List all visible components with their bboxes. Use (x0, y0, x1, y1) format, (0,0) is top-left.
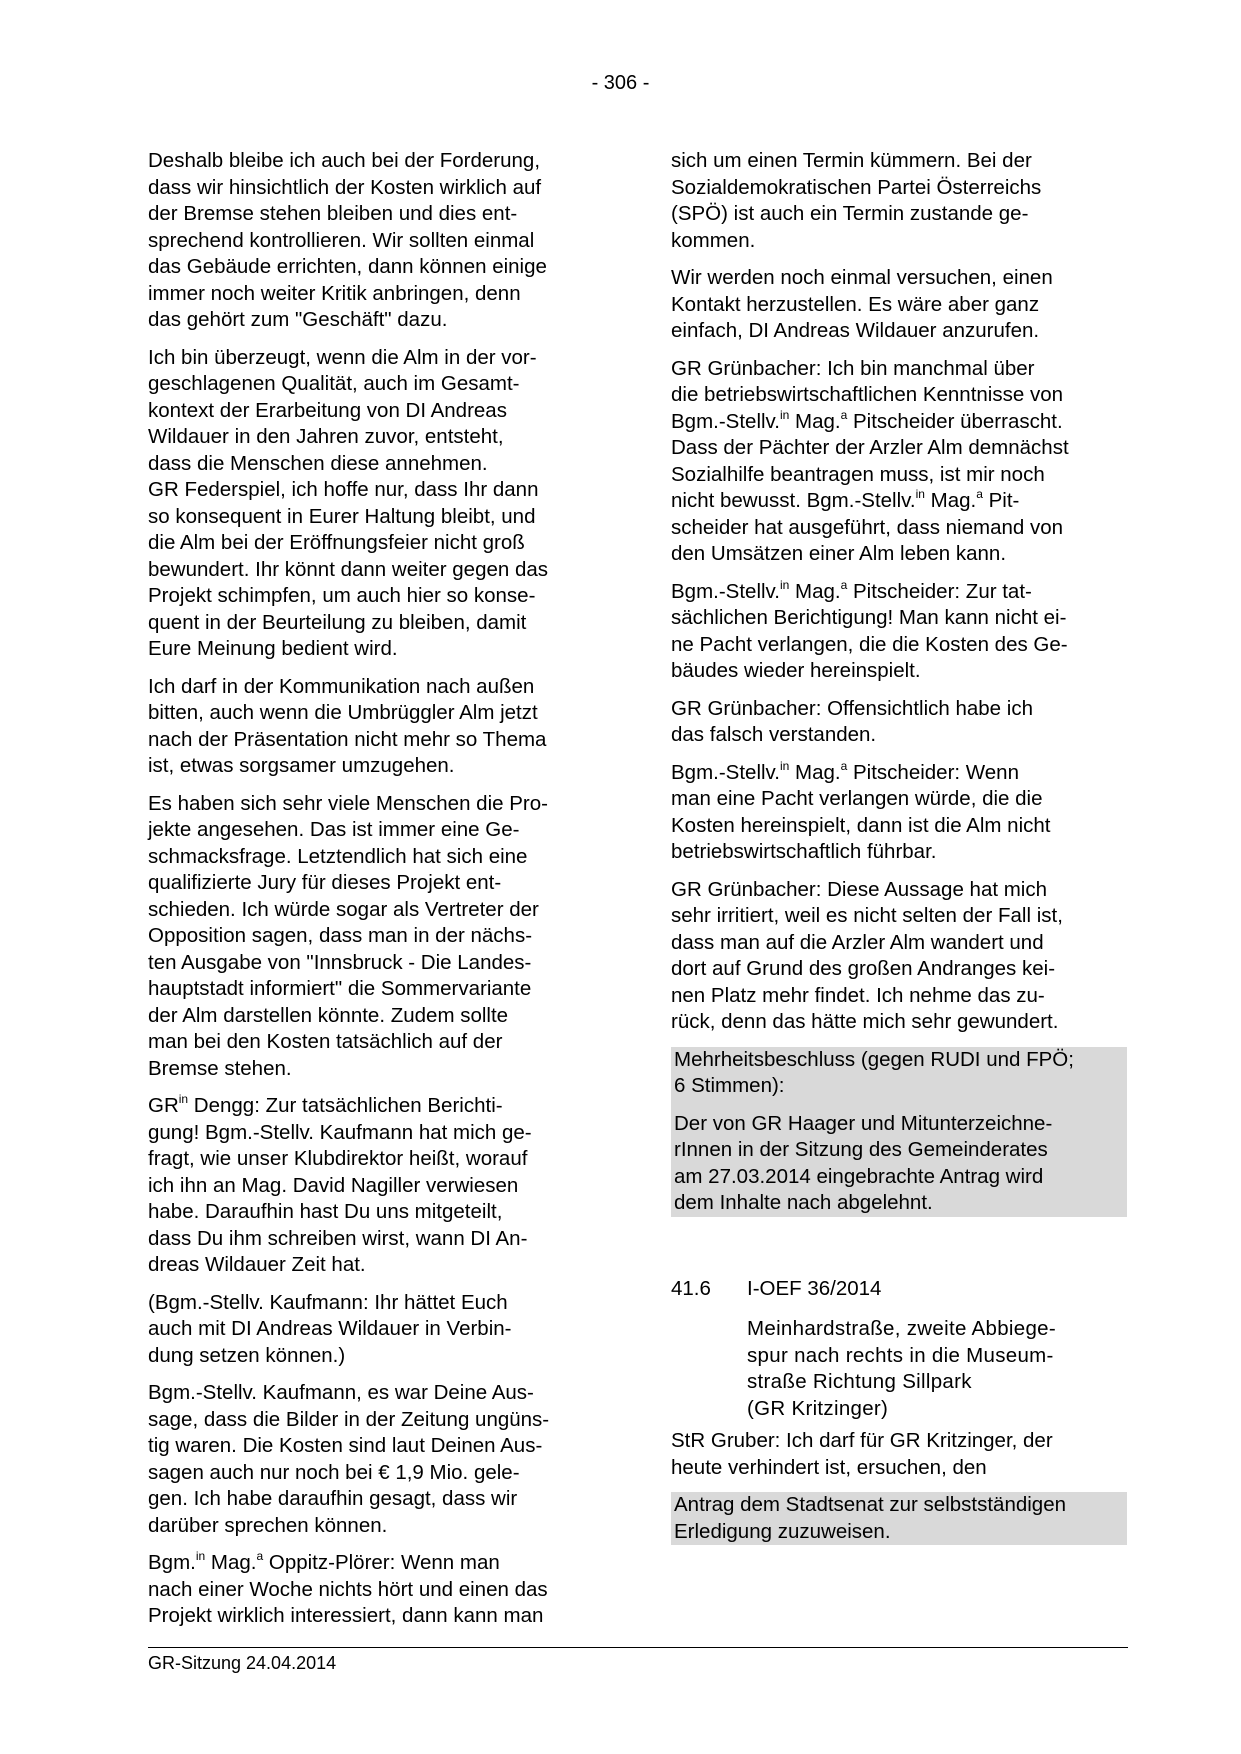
superscript: in (779, 407, 790, 422)
agenda-number: 41.6 (671, 1277, 711, 1300)
text: Mag. (924, 489, 977, 512)
superscript: in (779, 577, 790, 592)
superscript: a (840, 407, 848, 422)
text: Mag. (789, 760, 841, 784)
speaker: GR (148, 1094, 179, 1117)
agenda-title: Meinhardstraße, zweite Abbiege- spur nach rechts in die Museum- straße Richtung Sillpark (GR Kritzinger) (747, 1317, 1056, 1420)
footer-divider (148, 1647, 1128, 1648)
paragraph: Wir werden noch einmal versuchen, einen Kontakt herzustellen. Es wäre aber ganz einfach, DI Andreas Wildauer anzurufen. (671, 266, 1053, 342)
paragraph: GR Grünbacher: Offensichtlich habe ich das falsch verstanden. (671, 696, 1033, 746)
superscript: in (779, 758, 790, 773)
superscript: a (840, 577, 848, 592)
paragraph: StR Gruber: Ich darf für GR Kritzinger, der heute verhindert ist, ersuchen, den (671, 1429, 1053, 1479)
paragraph: Deshalb bleibe ich auch bei der Forderung, dass wir hinsichtlich der Kosten wirklich auf der Bremse stehen bleiben und dies ent- sprechend kontrollieren. Wir sollten einmal das Gebäude errichten, dann können einige immer noch weiter Kritik anbringen, denn das gehört zum "Geschäft" dazu. (148, 149, 547, 331)
paragraph: Ich bin überzeugt, wenn die Alm in der vor- geschlagenen Qualität, auch im Gesamt- kontext der Erarbeitung von DI Andreas Wildauer in den Jahren zuvor, entsteht, dass die Menschen diese annehmen. GR Federspiel, ich hoffe nur, dass Ihr dann so konsequent in Eurer Haltung bleibt, und die Alm bei der Eröffnungsfeier nicht groß bewundert. Ihr könnt dann weiter gegen das Projekt schimpfen, um auch hier so konse- quent in der Beurteilung zu bleiben, damit Eure Meinung bedient wird. (148, 345, 549, 660)
right-column (671, 148, 1127, 1217)
paragraph-dengg (148, 1093, 604, 1279)
decision-heading: Mehrheitsbeschluss (gegen RUDI und FPÖ; 6 Stimmen): (671, 1047, 1127, 1100)
speech-text: Oppitz-Plörer: Wenn man nach einer Woche nichts hört und einen das Projekt wirklich interessiert, dann kann man (148, 1551, 548, 1627)
text: Pit- scheider hat ausgeführt, dass niemand von den Umsätzen einer Alm leben kann. (671, 489, 1064, 565)
paragraph-pitscheider (671, 579, 1127, 685)
speaker: Mag. (205, 1551, 257, 1574)
agenda-id: I-OEF 36/2014 (747, 1277, 882, 1300)
page-number: - 306 - (591, 72, 650, 94)
superscript: in (195, 1549, 206, 1563)
paragraph-interjection: (Bgm.-Stellv. Kaufmann: Ihr hättet Euch auch mit DI Andreas Wildauer in Verbin- dung setzen können.) (148, 1290, 512, 1367)
superscript: a (976, 487, 983, 501)
text: Mag. (789, 409, 841, 433)
paragraph-pitscheider (671, 760, 1127, 866)
text: Mag. (789, 579, 841, 603)
text: Bgm.-Stellv. (671, 579, 780, 603)
paragraph: sich um einen Termin kümmern. Bei der Sozialdemokratischen Partei Österreichs (SPÖ) ist auch ein Termin zustande ge- kommen. (671, 149, 1042, 252)
superscript: a (840, 758, 848, 773)
paragraph: GR Grünbacher: Diese Aussage hat mich sehr irritiert, weil es nicht selten der Fall ist, dass man auf die Arzler Alm wandert und dort auf Grund des großen Andranges kei- nen Platz mehr findet. Ich nehme das zu- rück, denn das hätte mich sehr gewundert. (671, 877, 1063, 1033)
text: Bgm.-Stellv. (671, 760, 780, 784)
text: Pitscheider: Wenn man eine Pacht verlangen würde, die die Kosten hereinspielt, dann ist die Alm nicht betriebswirtschaftlich führbar. (671, 760, 1051, 863)
footer: GR-Sitzung 24.04.2014 (148, 1653, 337, 1673)
paragraph-oppitz (148, 1550, 604, 1630)
superscript: in (178, 1092, 189, 1106)
paragraph: Bgm.-Stellv. Kaufmann, es war Deine Aus- sage, dass die Bilder in der Zeitung ungüns- tig waren. Die Kosten sind laut Deinen Aus- sagen auch nur noch bei € 1,9 Mio. gele- gen. Ich habe daraufhin gesagt, dass wir darüber sprechen können. (148, 1381, 550, 1537)
decision-text: Der von GR Haager und Mitunterzeichne- rInnen in der Sitzung des Gemeinderates am 27.03.2014 eingebrachte Antrag wird dem Inhalte nach abgelehnt. (671, 1100, 1127, 1217)
paragraph: Es haben sich sehr viele Menschen die Pro- jekte angesehen. Das ist immer eine Ge- schmacksfrage. Letztendlich hat sich eine qualifizierte Jury für dieses Projekt ent- schieden. Ich würde sogar als Vertreter der Opposition sagen, dass man in der nächs- ten Ausgabe von "Innsbruck - Die Landes- hauptstadt informiert" die Sommervariante der Alm darstellen könnte. Zudem sollte man bei den Kosten tatsächlich auf der Bremse stehen. (148, 791, 548, 1080)
speaker: Bgm. (148, 1551, 196, 1574)
superscript: a (256, 1549, 264, 1563)
superscript: in (915, 487, 925, 501)
paragraph-gruenbacher (671, 356, 1127, 568)
paragraph: Ich darf in der Kommunikation nach außen bitten, auch wenn die Umbrüggler Alm jetzt nach der Präsentation nicht mehr so Thema ist, etwas sorgsamer umzugehen. (148, 674, 547, 777)
text: GR Grünbacher: Ich bin manchmal über die betriebswirtschaftlichen Kenntnisse von Bgm.-Stellv. (671, 356, 1063, 433)
text: Pitscheider überrascht. Dass der Pächter der Arzler Alm demnächst Sozialhilfe beantragen muss, ist mir noch nicht bewusst. Bgm.-Stellv. (671, 409, 1069, 512)
motion-text: Antrag dem Stadtsenat zur selbstständigen Erledigung zuzuweisen. (671, 1492, 1127, 1545)
speech-text: Dengg: Zur tatsächlichen Berichti- gung! Bgm.-Stellv. Kaufmann hat mich ge- fragt, wie unser Klubdirektor heißt, worauf ich ihn an Mag. David Nagiller verwiesen habe. Daraufhin hast Du uns mitgeteilt, dass Du ihm schreiben wirst, wann DI An- dreas Wildauer Zeit hat. (148, 1094, 532, 1276)
left-column (148, 148, 604, 1641)
text: Pitscheider: Zur tat- sächlichen Berichtigung! Man kann nicht ei- ne Pacht verlangen, die die Kosten des Ge- bäudes wieder hereinspielt. (671, 579, 1068, 682)
right-column-bottom (671, 1428, 1127, 1545)
